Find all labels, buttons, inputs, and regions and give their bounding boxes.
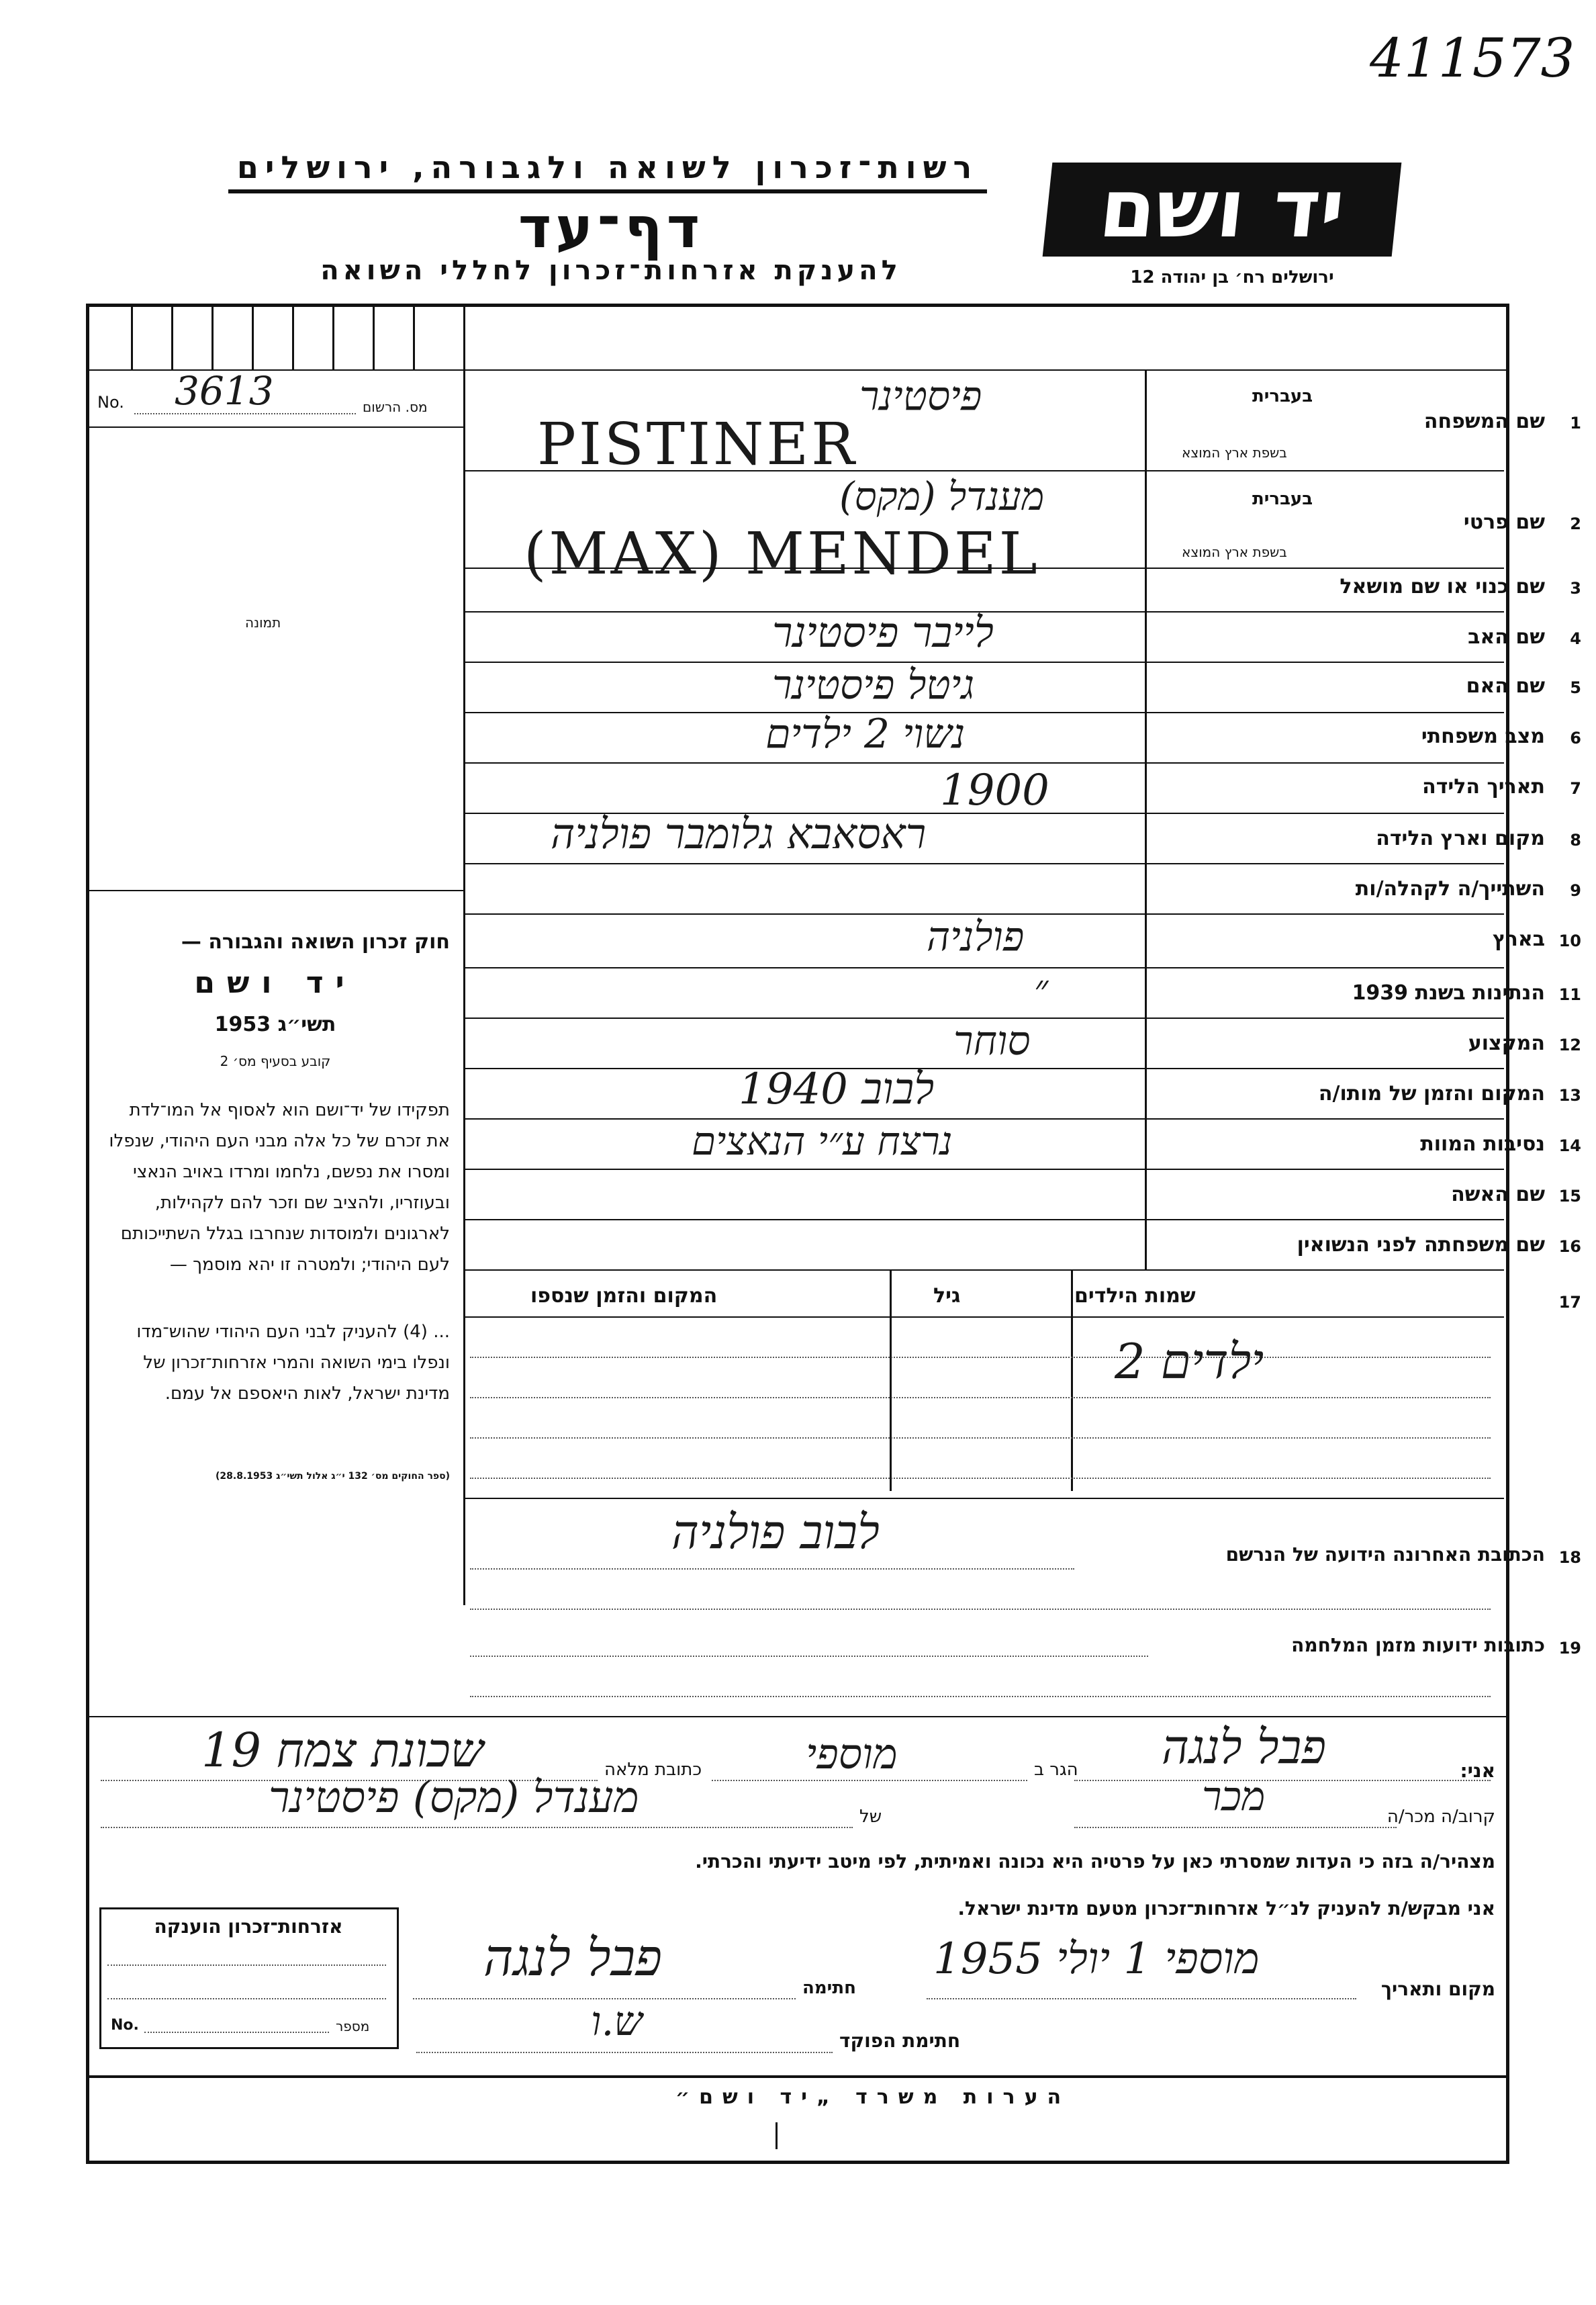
value-declarant-name: פבל לנגה: [1162, 1719, 1327, 1774]
label-resides-in: הגר ב: [1034, 1760, 1078, 1780]
reg-label: מס. הרשום: [363, 399, 428, 415]
label-relative: קרוב/ה מכר/ה: [1387, 1807, 1495, 1827]
label-nickname: שם כנוי או שם מושאל: [1340, 575, 1545, 598]
value-children: ילדים 2: [1115, 1333, 1264, 1390]
law-paragraph-1: תפקידו של יד־ושם הוא לאסוף אל המו־לדת את זכרם של כל אלה מבני העם היהודי, שנפלו ומסרו את נפשם, נלחמו ומרדו באויב הנאצי ובעוזריו, ולהציב שם וזכר להם לקהילות, לארגונים ולמוסדות שנחרבו בגלל השתייכותם לעם היהודי; ולמטרה זו יהא מוסמך —: [109, 1100, 450, 1275]
row-number: 8: [1570, 831, 1581, 850]
label-death-place-time: המקום והזמן של מותו/ה: [1318, 1082, 1545, 1105]
row-number: 16: [1558, 1237, 1581, 1256]
row-number: 1: [1570, 414, 1581, 433]
left-col-divider: [463, 369, 465, 1605]
value-last-address: לבוב פולניה: [671, 1504, 880, 1560]
label-col-divider: [1145, 369, 1147, 1269]
request-text: אני מבקש/ת להעניק לנ״ל אזרחות־זכרון מטעם מדינת ישראל.: [957, 1897, 1495, 1919]
label-given-name: שם פרטי: [1463, 510, 1545, 534]
law-year: תשי״ג 1953: [214, 1013, 336, 1036]
value-citizenship-1939: ״: [1034, 967, 1049, 1011]
row-number: 19: [1558, 1639, 1581, 1658]
sub-hebrew: בעברית: [1252, 386, 1313, 406]
label-of: של: [859, 1807, 882, 1827]
row-number: 17: [1558, 1293, 1581, 1312]
label-wife-maiden-name: שם משפחתה לפני הנשואין: [1297, 1233, 1545, 1257]
label-place-date: מקום ותאריך: [1380, 1978, 1495, 2000]
row-number: 15: [1558, 1187, 1581, 1206]
label-death-circumstances: נסיבות המוות: [1420, 1132, 1545, 1156]
family-name-origin: PISTINER: [537, 411, 857, 478]
law-clause: קובע בסעיף מס׳ 2: [220, 1053, 331, 1069]
label-mother-name: שם האם: [1466, 674, 1545, 698]
sub-origin: בשפת ארץ המוצא: [1182, 445, 1287, 461]
label-citizenship-1939: הנתינות בשנת 1939: [1352, 981, 1545, 1005]
authority-line: רשות־זכרון לשואה ולגבורה, ירושלים: [228, 149, 987, 193]
label-signature: חתימה: [802, 1978, 856, 1998]
label-wife-name: שם האשה: [1451, 1183, 1545, 1206]
col-children-age: גיל: [933, 1284, 961, 1308]
label-last-address: הכתובת האחרונה הידועה של הנרשם: [1225, 1543, 1545, 1566]
row-number: 6: [1570, 729, 1581, 748]
value-officer-signature: ש.ו: [591, 1998, 643, 2045]
value-full-address: שכונת צמח 19: [201, 1723, 484, 1778]
row-number: 7: [1570, 779, 1581, 798]
label-war-addresses: כתובות ידועות מזמן המלחמה: [1291, 1634, 1545, 1656]
label-officer-signature: חתימת הפוקד: [839, 2030, 961, 2052]
col-children-place: המקום והזמן שנספו: [530, 1284, 718, 1308]
label-birth-date: תאריך הלידה: [1422, 775, 1545, 799]
yad-vashem-logo: יד ושם: [1043, 163, 1402, 257]
label-father-name: שם האב: [1468, 625, 1545, 649]
row-number: 2: [1570, 514, 1581, 533]
citizenship-number-label: מספר: [336, 2018, 370, 2034]
citizenship-no-label: No.: [111, 2017, 139, 2034]
sub-origin: בשפת ארץ המוצא: [1182, 544, 1287, 560]
value-signature: פבל לנגה: [483, 1928, 663, 1987]
law-title: חוק זכרון השואה והגבורה —: [181, 930, 450, 954]
row-number: 9: [1570, 881, 1581, 900]
label-marital-status: מצב משפחתי: [1421, 725, 1545, 748]
label-country: בארץ: [1492, 928, 1545, 951]
given-name-hebrew: מענדל (מקס): [839, 473, 1045, 519]
form-title: דף־עד: [518, 195, 704, 261]
divider: [86, 369, 1506, 371]
value-city: מוספי: [806, 1729, 898, 1778]
value-birth-place: ראסאבא גלומבר פולניה: [551, 809, 927, 858]
form-subtitle: להענקת אזרחות־זכרון לחללי השואה: [320, 255, 902, 286]
row-number: 11: [1558, 985, 1581, 1004]
law-paragraph-2: ... (4) להעניק לבני העם היהודי שהוש־מדו ונפלו בימי השואה והמרי אזרחות־זכרון של מדינת ישראל, לאות היאספם אל עמם.: [136, 1322, 450, 1404]
law-name: יד ושם: [194, 966, 357, 1000]
value-marital-status: נשוי 2 ילדים: [765, 711, 966, 758]
value-country: פולניה: [927, 913, 1025, 960]
row-number: 14: [1558, 1136, 1581, 1155]
value-death-circumstances: נרצח ע״י הנאצים: [692, 1118, 953, 1164]
law-source: (ספר החוקים מס׳ 132 י״ג אלול תשי״ג 28.8.1953): [216, 1471, 450, 1482]
reg-no-label: No.: [97, 393, 124, 412]
photo-label: תמונה: [245, 615, 281, 631]
row-number: 12: [1558, 1036, 1581, 1054]
label-profession: המקצוע: [1468, 1032, 1545, 1055]
label-family-name: שם המשפחה: [1423, 410, 1545, 433]
value-mother-name: גיטל פיסטינר: [772, 662, 975, 709]
label-community: השתייך/ה לקהלה/ות: [1355, 877, 1545, 901]
given-name-origin: (MAX) MENDEL: [524, 521, 1040, 588]
logo-address: ירושלים רח׳ בן יהודה 12: [1130, 267, 1334, 287]
row-number: 4: [1570, 629, 1581, 648]
value-death-place-time: לבוב 1940: [739, 1065, 935, 1114]
value-relation: מכר: [1202, 1773, 1266, 1820]
row-number: 13: [1558, 1086, 1581, 1105]
archive-number: 411573: [1370, 27, 1575, 89]
row-number: 3: [1570, 579, 1581, 598]
row-number: 5: [1570, 678, 1581, 697]
value-of-name: מענדל (מקס) פיסטינר: [269, 1773, 639, 1823]
family-name-hebrew: פיסטינר: [859, 373, 982, 420]
value-place-date: מוספי 1 יולי 1955: [933, 1934, 1260, 1984]
value-father-name: לייבר פיסטינר: [772, 608, 994, 657]
col-children-names: שמות הילדים: [1074, 1284, 1196, 1308]
value-birth-date: 1900: [940, 766, 1049, 815]
row-number: 10: [1558, 932, 1581, 950]
declaration-text: מצהיר/ה בזה כי העדות שמסרתי כאן על פרטיה היא נכונה ואמיתית, לפי מיטב ידיעתי והכרתי.: [695, 1850, 1495, 1872]
reg-number: 3613: [175, 368, 274, 414]
label-declarant: אני:: [1460, 1760, 1495, 1782]
footer-remarks: הערות משרד „יד ושם״: [675, 2085, 1071, 2109]
label-birth-place: מקום וארץ הלידה: [1376, 827, 1545, 850]
label-full-address: כתובת מלאה: [604, 1760, 702, 1780]
row-number: 18: [1558, 1548, 1581, 1567]
value-profession: סוחר: [953, 1018, 1031, 1065]
citizenship-box-title: אזרחות־זכרון הוענקה: [154, 1915, 343, 1938]
sub-hebrew: בעברית: [1252, 489, 1313, 509]
